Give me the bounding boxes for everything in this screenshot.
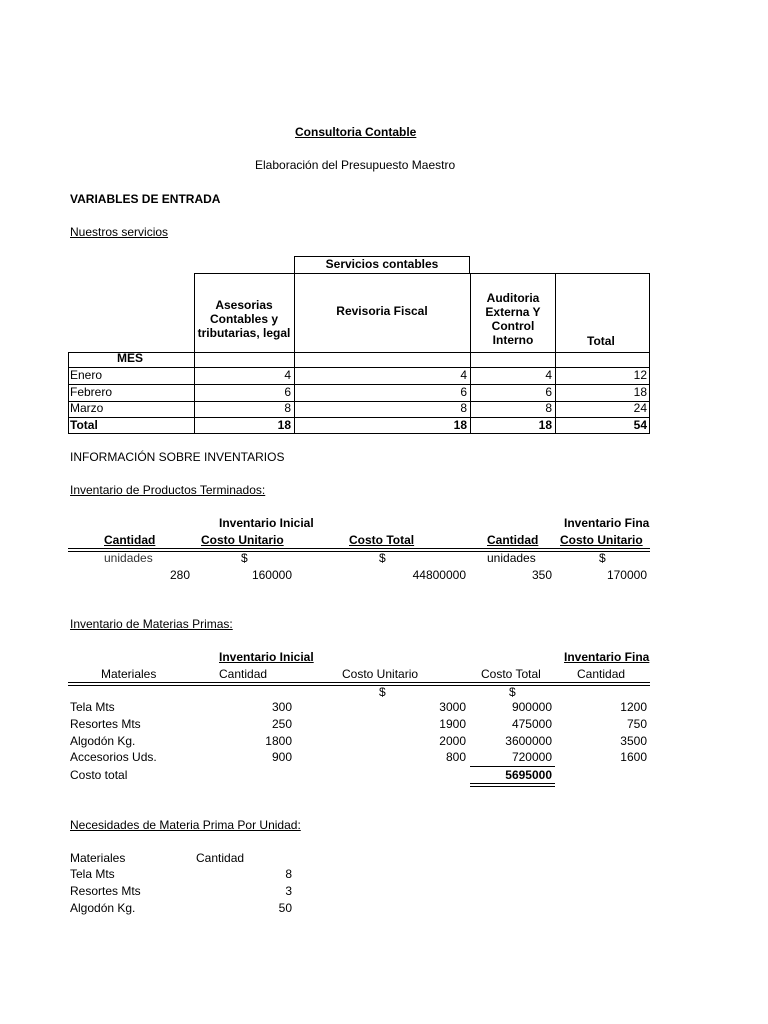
cell: 900 (271, 750, 292, 764)
material-name: Accesorios Uds. (70, 750, 157, 764)
cell: 900000 (511, 700, 552, 714)
cell: 8 (284, 401, 291, 415)
value-costo-unitario: 160000 (251, 568, 292, 582)
material-name: Resortes Mts (70, 717, 141, 731)
unit-label: $ (509, 685, 516, 699)
material-name: Algodón Kg. (70, 901, 136, 915)
header-materiales: Materiales (70, 851, 126, 865)
inventory-heading: INFORMACIÓN SOBRE INVENTARIOS (70, 450, 285, 464)
cell: 8 (460, 401, 467, 415)
finished-goods-heading: Inventario de Productos Terminados: (70, 483, 266, 497)
cell: 8 (285, 867, 292, 881)
cell: 6 (284, 385, 291, 399)
material-name: Tela Mts (70, 700, 115, 714)
unit-label: $ (241, 551, 248, 565)
cell: 750 (626, 717, 647, 731)
needs-heading: Necesidades de Materia Prima Por Unidad: (70, 818, 301, 832)
cell: 54 (633, 418, 647, 432)
cell: 250 (271, 717, 292, 731)
cell: 3 (285, 884, 292, 898)
final-inventory-label: Inventario Fina (564, 516, 650, 530)
cell: 800 (445, 750, 466, 764)
header-cantidad-final: Cantidad (577, 667, 626, 681)
material-name: Algodón Kg. (70, 734, 136, 748)
header-cantidad: Cantidad (104, 533, 156, 547)
col-header-auditoria: Auditoria Externa Y Control Interno (485, 291, 541, 347)
value-costo-total: 44800000 (412, 568, 466, 582)
header-costo-total: Costo Total (349, 533, 415, 547)
section-heading: VARIABLES DE ENTRADA (70, 192, 221, 206)
cell: 4 (460, 368, 467, 382)
row-label-total: Total (70, 418, 98, 432)
value-cantidad-final: 350 (531, 568, 552, 582)
cell: 24 (633, 401, 647, 415)
header-costo-unitario: Costo Unitario (342, 667, 419, 681)
material-name: Tela Mts (70, 867, 115, 881)
group-header: Servicios contables (325, 257, 439, 271)
unit-label: $ (379, 685, 386, 699)
cell: 3600000 (505, 734, 552, 748)
final-inventory-label: Inventario Fina (564, 650, 650, 664)
header-materiales: Materiales (101, 667, 157, 681)
initial-inventory-label: Inventario Inicial (219, 516, 314, 530)
cell: 18 (538, 418, 552, 432)
cell: 300 (271, 700, 292, 714)
cell: 18 (633, 385, 647, 399)
col-header-asesorias: Asesorias Contables y tributarias, legal (197, 298, 291, 340)
col-header-revisoria: Revisoria Fiscal (336, 304, 428, 318)
page-subtitle: Elaboración del Presupuesto Maestro (255, 158, 456, 172)
cell: 4 (284, 368, 291, 382)
cell: 12 (633, 368, 647, 382)
cell: 18 (277, 418, 291, 432)
cell: 50 (278, 901, 292, 915)
unit-label: $ (379, 551, 386, 565)
value-cantidad: 280 (169, 568, 190, 582)
cell: 475000 (511, 717, 552, 731)
header-cantidad: Cantidad (196, 851, 245, 865)
cell: 6 (545, 385, 552, 399)
cell: 2000 (439, 734, 466, 748)
unit-label: unidades (487, 551, 536, 565)
cell: 1600 (620, 750, 647, 764)
cell: 720000 (511, 750, 552, 764)
header-costo-total: Costo Total (481, 667, 541, 681)
page-title: Consultoria Contable (295, 125, 417, 139)
header-costo-unitario-final: Costo Unitario (560, 533, 643, 547)
material-name: Resortes Mts (70, 884, 141, 898)
header-cantidad-final: Cantidad (487, 533, 539, 547)
col-header-total: Total (587, 334, 615, 348)
cell: 1200 (620, 700, 647, 714)
cell: 18 (453, 418, 467, 432)
raw-materials-heading: Inventario de Materias Primas: (70, 617, 233, 631)
cell: 1900 (439, 717, 466, 731)
services-heading: Nuestros servicios (70, 225, 169, 239)
initial-inventory-label: Inventario Inicial (219, 650, 314, 664)
row-label-febrero: Febrero (70, 385, 113, 399)
cell: 6 (460, 385, 467, 399)
month-header: MES (117, 351, 144, 365)
unit-label: $ (599, 551, 606, 565)
cell: 3500 (620, 734, 647, 748)
cell: 4 (545, 368, 552, 382)
header-costo-unitario: Costo Unitario (201, 533, 284, 547)
cost-total-label: Costo total (70, 768, 128, 782)
value-costo-unitario-final: 170000 (606, 568, 647, 582)
row-label-marzo: Marzo (70, 401, 104, 415)
unit-label: unidades (104, 551, 153, 565)
cell: 3000 (439, 700, 466, 714)
cell: 8 (545, 401, 552, 415)
cost-total-value: 5695000 (505, 768, 552, 782)
row-label-enero: Enero (70, 368, 103, 382)
cell: 1800 (265, 734, 292, 748)
header-cantidad: Cantidad (219, 667, 268, 681)
